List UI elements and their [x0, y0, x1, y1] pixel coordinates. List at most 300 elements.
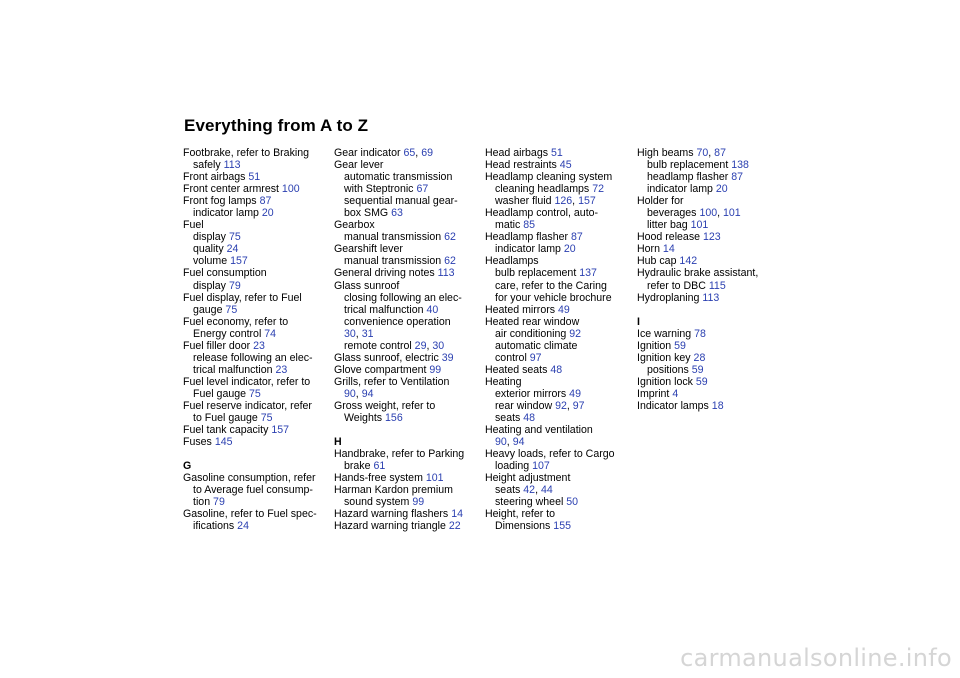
entry-text: Fuel tank capacity	[183, 424, 269, 437]
index-entry	[334, 520, 484, 532]
page-link[interactable]: 113	[437, 267, 455, 280]
page-link[interactable]: 101	[425, 472, 444, 485]
entry-text: G	[183, 460, 192, 473]
entry-text: Handbrake, refer to Parking	[334, 448, 465, 461]
index-entry	[183, 436, 333, 448]
index-entry	[485, 448, 635, 460]
entry-text: matic	[495, 219, 521, 232]
entry-text: indicator lamp	[647, 183, 713, 196]
entry-text: Height adjustment	[485, 472, 571, 485]
entry-text: Hands-free system	[334, 472, 423, 485]
entry-text: sequential manual gear-	[344, 195, 458, 208]
page-link[interactable]: 49	[569, 387, 581, 400]
page-link[interactable]: 79	[213, 496, 225, 509]
index-entry	[183, 171, 333, 183]
entry-text: Hazard warning triangle	[334, 520, 446, 533]
page-link[interactable]: 100	[281, 183, 300, 196]
index-entry: beverages 100, 101	[647, 207, 741, 220]
entry-text: to Fuel gauge	[193, 412, 258, 425]
index-entry	[485, 255, 635, 267]
index-entry	[637, 159, 787, 171]
page-link[interactable]: 94	[361, 387, 374, 400]
page-link[interactable]: 70	[696, 147, 709, 159]
page-link[interactable]: 22	[448, 520, 461, 533]
entry-text: Gasoline consumption, refer	[183, 472, 316, 485]
index-entry: 90, 94	[495, 436, 525, 449]
entry-text: Hydraulic brake assistant,	[637, 267, 759, 280]
index-entry	[485, 424, 635, 436]
index-entry	[334, 292, 484, 304]
entry-text: Fuel reserve indicator, refer	[183, 399, 312, 412]
index-entry	[334, 400, 484, 412]
page-link[interactable]: 87	[570, 231, 583, 244]
page-link[interactable]: 31	[361, 327, 374, 340]
index-entry	[637, 292, 787, 304]
page-link[interactable]: 63	[391, 207, 403, 220]
page-link[interactable]: 101	[723, 207, 741, 220]
index-entry	[485, 267, 635, 279]
page-link[interactable]: 126	[554, 195, 573, 208]
page-link[interactable]: 90	[495, 436, 507, 449]
index-entry	[183, 520, 333, 532]
index-entry	[637, 340, 787, 352]
entry-text: I	[637, 315, 640, 328]
index-entry	[485, 316, 635, 328]
index-entry	[485, 171, 635, 183]
index-entry: remote control 29, 30	[344, 339, 445, 352]
page-link[interactable]: 87	[259, 195, 272, 208]
index-entry	[334, 376, 484, 388]
entry-text: Footbrake, refer to Braking	[183, 147, 310, 159]
page-link[interactable]: 69	[421, 147, 433, 159]
index-entry	[334, 496, 484, 508]
entry-text: Heating and ventilation	[485, 424, 593, 437]
entry-text: beverages	[647, 207, 697, 220]
entry-text: Headlamps	[485, 255, 539, 268]
page-link[interactable]: 156	[385, 412, 403, 425]
entry-text: Ignition	[637, 339, 672, 352]
index-entry	[334, 207, 484, 219]
entry-text: Ignition lock	[637, 375, 693, 388]
index-entry	[637, 243, 787, 255]
page-link[interactable]: 62	[444, 255, 456, 268]
index-entry	[183, 388, 333, 400]
page-link[interactable]: 94	[512, 436, 525, 449]
entry-text: care, refer to the Caring	[495, 279, 607, 292]
entry-text: Ice warning	[637, 327, 692, 340]
index-entry	[334, 460, 484, 472]
page-link[interactable]: 67	[416, 183, 429, 196]
entry-text: Fuel level indicator, refer to	[183, 375, 311, 388]
index-entry	[334, 159, 484, 171]
index-column-2	[334, 147, 484, 533]
entry-text: seats	[495, 484, 521, 497]
index-entry	[485, 520, 635, 532]
entry-text: display	[193, 279, 226, 292]
entry-text: safely	[193, 159, 221, 172]
index-entry	[485, 147, 635, 159]
page-link[interactable]: 14	[662, 243, 675, 256]
index-entry	[334, 364, 484, 376]
page-link[interactable]: 157	[271, 424, 290, 437]
entry-text: Hydroplaning	[637, 291, 700, 304]
entry-text: cleaning headlamps	[495, 183, 590, 196]
watermark: carmanualsonline.info	[680, 644, 952, 672]
page-link[interactable]: 72	[592, 183, 604, 196]
entry-text: automatic climate	[495, 339, 578, 352]
entry-text: Indicator lamps	[637, 399, 709, 412]
index-entry	[485, 207, 635, 219]
page-link[interactable]: 87	[714, 147, 726, 159]
spacer	[334, 424, 484, 436]
entry-text: Front fog lamps	[183, 195, 257, 208]
section-letter	[334, 436, 484, 448]
index-entry	[637, 400, 787, 412]
page-link[interactable]: 20	[715, 183, 728, 196]
page-link[interactable]: 137	[579, 267, 597, 280]
index-entry	[637, 352, 787, 364]
entry-text: Dimensions	[495, 520, 551, 533]
entry-text: Imprint	[637, 387, 670, 400]
entry-text: H	[334, 436, 342, 449]
index-entry	[183, 280, 333, 292]
entry-text: Heated rear window	[485, 315, 580, 328]
index-entry	[485, 376, 635, 388]
index-entry	[183, 328, 333, 340]
index-entry	[485, 496, 635, 508]
page-link[interactable]: 50	[566, 496, 579, 509]
entry-text: Headlamp control, auto-	[485, 207, 599, 220]
page-link[interactable]: 92	[569, 327, 582, 340]
entry-text: Gross weight, refer to	[334, 399, 436, 412]
page-link[interactable]: 92	[555, 399, 567, 412]
page-link[interactable]: 99	[429, 363, 442, 376]
index-entry	[637, 219, 787, 231]
entry-text: rear window	[495, 399, 553, 412]
index-entry	[485, 183, 635, 195]
entry-text: Holder for	[637, 195, 684, 208]
index-entry	[334, 171, 484, 183]
page-link[interactable]: 145	[214, 436, 233, 449]
entry-text: seats	[495, 412, 521, 425]
entry-text: Fuel filler door	[183, 339, 251, 352]
page-link[interactable]: 30	[344, 327, 356, 340]
entry-text: Glass sunroof	[334, 279, 400, 292]
entry-text: bulb replacement	[495, 267, 577, 280]
entry-text: display	[193, 231, 226, 244]
page-link[interactable]: 24	[237, 520, 249, 533]
entry-text: gauge	[193, 303, 223, 316]
index-entry	[637, 171, 787, 183]
page-link[interactable]: 97	[572, 399, 585, 412]
index-entry	[334, 231, 484, 243]
entry-text: Glass sunroof, electric	[334, 351, 439, 364]
section-letter	[637, 316, 787, 328]
page-link[interactable]: 14	[451, 508, 463, 521]
index-entry: rear window 92, 97	[495, 399, 585, 412]
page-link[interactable]: 75	[248, 387, 261, 400]
index-entry	[637, 328, 787, 340]
index-entry	[637, 267, 787, 279]
index-entry	[183, 292, 333, 304]
entry-text: Front center armrest	[183, 183, 279, 196]
page-link[interactable]: 48	[523, 412, 536, 425]
page-link[interactable]: 65	[403, 147, 416, 159]
page-link[interactable]: 20	[563, 243, 576, 256]
index-entry	[485, 243, 635, 255]
index-entry	[485, 231, 635, 243]
page-link[interactable]: 100	[699, 207, 718, 220]
entry-text: Hub cap	[637, 255, 677, 268]
entry-text: brake	[344, 460, 371, 473]
page-link[interactable]: 51	[550, 147, 563, 159]
entry-text: Gear lever	[334, 159, 384, 172]
index-column-3	[485, 147, 635, 533]
page-link[interactable]: 40	[426, 303, 439, 316]
page-link[interactable]: 51	[248, 171, 261, 184]
index-entry	[334, 508, 484, 520]
entry-text: tion	[193, 496, 211, 509]
entry-text: closing following an elec-	[344, 291, 462, 304]
page-link[interactable]: 107	[532, 460, 550, 473]
page-link[interactable]: 49	[558, 303, 570, 316]
index-entry	[183, 376, 333, 388]
page-link[interactable]: 42	[523, 484, 536, 497]
index-entry	[334, 243, 484, 255]
entry-text: Head airbags	[485, 147, 549, 159]
entry-text: convenience operation	[344, 315, 451, 328]
index-entry	[334, 183, 484, 195]
index-entry	[485, 280, 635, 292]
index-entry	[334, 219, 484, 231]
page-link[interactable]: 48	[550, 363, 563, 376]
page-link[interactable]: 75	[260, 412, 273, 425]
index-entry	[183, 424, 333, 436]
entry-text: manual transmission	[344, 231, 442, 244]
entry-text: box SMG	[344, 207, 389, 220]
index-entry	[485, 364, 635, 376]
page-link[interactable]: 28	[693, 351, 706, 364]
index-entry	[485, 352, 635, 364]
index-entry	[485, 472, 635, 484]
entry-text: bulb replacement	[647, 159, 729, 172]
index-entry: 30, 31	[344, 327, 374, 340]
index-entry	[183, 255, 333, 267]
page-link[interactable]: 90	[344, 387, 356, 400]
entry-text: Harman Kardon premium	[334, 484, 453, 497]
page-link[interactable]: 87	[731, 171, 744, 184]
entry-text: Weights	[344, 412, 383, 425]
page-link[interactable]: 59	[691, 363, 704, 376]
entry-text: indicator lamp	[193, 207, 259, 220]
page-title: Everything from A to Z	[184, 116, 369, 135]
entry-text: Fuses	[183, 436, 212, 449]
index-entry: washer fluid 126, 157	[495, 195, 596, 208]
entry-text: Heating	[485, 375, 522, 388]
index-entry	[485, 412, 635, 424]
page-link[interactable]: 4	[672, 387, 679, 400]
entry-text: Gearbox	[334, 219, 375, 232]
entry-text: Fuel gauge	[193, 387, 247, 400]
page-link[interactable]: 155	[553, 520, 571, 533]
entry-text: Fuel display, refer to Fuel	[183, 291, 302, 304]
entry-text: release following an elec-	[193, 351, 313, 364]
index-entry	[334, 448, 484, 460]
index-entry	[183, 472, 333, 484]
index-entry	[183, 340, 333, 352]
entry-text: Heavy loads, refer to Cargo	[485, 448, 615, 461]
entry-text: to Average fuel consump-	[193, 484, 313, 497]
entry-text: Gear indicator	[334, 147, 401, 159]
page-link[interactable]: 123	[702, 231, 721, 244]
entry-text: control	[495, 351, 527, 364]
entry-text: Fuel economy, refer to	[183, 315, 289, 328]
index-entry	[485, 460, 635, 472]
entry-text: Heated mirrors	[485, 303, 556, 316]
page-link[interactable]: 79	[228, 279, 241, 292]
spacer	[183, 448, 333, 460]
index-entry: 90, 94	[344, 387, 374, 400]
page-link[interactable]: 74	[264, 327, 277, 340]
index-entry	[183, 496, 333, 508]
index-entry	[485, 304, 635, 316]
page-link[interactable]: 23	[275, 363, 288, 376]
index-entry	[485, 388, 635, 400]
index-entry	[183, 231, 333, 243]
page-link[interactable]: 39	[441, 351, 454, 364]
page-link[interactable]: 20	[261, 207, 274, 220]
index-entry	[637, 231, 787, 243]
page-link[interactable]: 59	[674, 339, 686, 352]
entry-text: Grills, refer to Ventilation	[334, 375, 450, 388]
entry-text: steering wheel	[495, 496, 564, 509]
index-entry	[183, 219, 333, 231]
entry-text: Gasoline, refer to Fuel spec-	[183, 508, 317, 521]
entry-text: Headlamp flasher	[485, 231, 569, 244]
entry-text: positions	[647, 363, 689, 376]
entry-text: Fuel consumption	[183, 267, 267, 280]
page-link[interactable]: 61	[373, 460, 386, 473]
index-entry	[183, 484, 333, 496]
index-entry	[334, 412, 484, 424]
index-entry	[637, 255, 787, 267]
index-entry	[183, 304, 333, 316]
page-link[interactable]: 138	[731, 159, 749, 172]
page-link[interactable]: 85	[523, 219, 536, 232]
index-column-4	[637, 147, 787, 412]
index-entry	[637, 376, 787, 388]
index-entry	[183, 147, 333, 159]
entry-text: litter bag	[647, 219, 688, 232]
entry-text: Horn	[637, 243, 660, 256]
page-link[interactable]: 97	[529, 351, 542, 364]
index-entry	[637, 183, 787, 195]
index-entry	[485, 340, 635, 352]
index-entry	[637, 388, 787, 400]
page-link[interactable]: 18	[711, 399, 724, 412]
index-entry	[637, 280, 787, 292]
entry-text: indicator lamp	[495, 243, 561, 256]
section-letter	[183, 460, 333, 472]
entry-text: exterior mirrors	[495, 387, 567, 400]
index-entry	[183, 316, 333, 328]
page-link[interactable]: 23	[253, 339, 265, 352]
entry-text: Energy control	[193, 327, 262, 340]
entry-text: Hood release	[637, 231, 701, 244]
entry-text: trical malfunction	[344, 303, 424, 316]
page-link[interactable]: 75	[225, 303, 238, 316]
index-entry	[334, 280, 484, 292]
index-entry	[334, 255, 484, 267]
page-link[interactable]: 157	[578, 195, 596, 208]
index-entry	[334, 316, 484, 328]
page-link[interactable]: 62	[444, 231, 456, 244]
index-entry	[334, 484, 484, 496]
entry-text: General driving notes	[334, 267, 435, 280]
index-entry	[485, 508, 635, 520]
page-link[interactable]: 113	[223, 159, 241, 172]
entry-text: Front airbags	[183, 171, 246, 184]
entry-text: air conditioning	[495, 327, 567, 340]
index-entry	[334, 267, 484, 279]
page-link[interactable]: 29	[414, 339, 427, 352]
page-link[interactable]: 99	[412, 496, 425, 509]
page-link[interactable]: 113	[702, 291, 720, 304]
page-link[interactable]: 44	[540, 484, 553, 497]
index-entry	[334, 304, 484, 316]
page-link[interactable]: 30	[432, 339, 445, 352]
entry-text: quality	[193, 243, 224, 256]
index-entry	[183, 159, 333, 171]
entry-text: trical malfunction	[193, 363, 273, 376]
page-link[interactable]: 157	[230, 255, 248, 268]
index-entry	[334, 352, 484, 364]
page-link[interactable]: 78	[694, 327, 706, 340]
spacer	[637, 304, 787, 316]
entry-text: sound system	[344, 496, 410, 509]
index-entry: High beams 70, 87	[637, 147, 726, 159]
index-entry: seats 42, 44	[495, 484, 553, 497]
page-link[interactable]: 24	[226, 243, 239, 256]
page-link[interactable]: 142	[679, 255, 698, 268]
entry-text: Fuel	[183, 219, 204, 232]
page-link[interactable]: 59	[695, 375, 708, 388]
entry-text: Gearshift lever	[334, 243, 403, 256]
entry-text: loading	[495, 460, 530, 473]
entry-text: refer to DBC	[647, 279, 706, 292]
index-entry	[637, 364, 787, 376]
entry-text: manual transmission	[344, 255, 442, 268]
index-entry	[183, 207, 333, 219]
entry-text: Head restraints	[485, 159, 557, 172]
index-entry	[183, 364, 333, 376]
entry-text: High beams	[637, 147, 694, 159]
entry-text: Headlamp cleaning system	[485, 171, 613, 184]
index-entry	[183, 183, 333, 195]
entry-text: ifications	[193, 520, 235, 533]
page-link[interactable]: 115	[708, 279, 726, 292]
entry-text: Glove compartment	[334, 363, 427, 376]
entry-text: washer fluid	[495, 195, 552, 208]
page-link[interactable]: 45	[559, 159, 572, 172]
page-link[interactable]: 75	[228, 231, 241, 244]
index-entry	[183, 243, 333, 255]
index-entry	[485, 219, 635, 231]
entry-text: Ignition key	[637, 351, 691, 364]
index-entry	[637, 195, 787, 207]
page-link[interactable]: 101	[690, 219, 709, 232]
index-entry	[485, 159, 635, 171]
